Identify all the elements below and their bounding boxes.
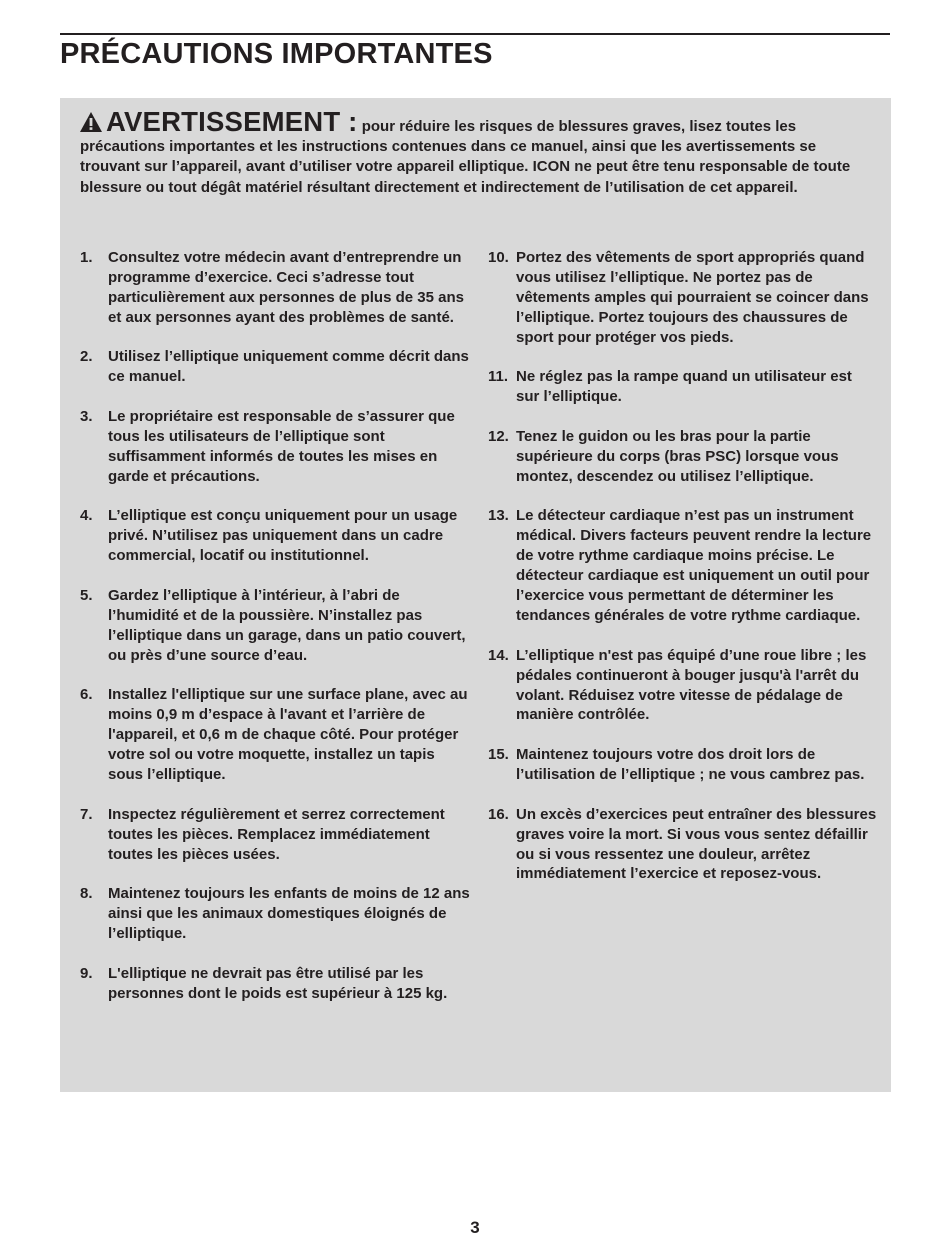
warning-text: pour réduire les risques de blessures graves, lisez toutes les précautions importantes et les instructions contenues dans ce manuel, ainsi que les avertissements se trouvant sur l’appareil, avant d’utiliser votre appareil elliptique. ICON ne peut être tenu responsable de toute blessure ou tout dégât matériel résultant directement et indirectement de l’utilisation de cet appareil. bbox=[80, 118, 851, 196]
list-item bbox=[80, 685, 470, 785]
page-number: 3 bbox=[470, 1218, 480, 1237]
list-item bbox=[80, 805, 470, 865]
item-text: Installez l'elliptique sur une surface plane, avec au moins 0,9 m d’espace à l'avant et l’arrière de l'appareil, et 0,6 m de chaque côté. Pour protéger votre sol ou votre moquette, installez un tapis sous l’elliptique. bbox=[108, 686, 468, 784]
item-number: 10. bbox=[488, 249, 509, 266]
item-text: Consultez votre médecin avant d’entreprendre un programme d’exercice. Ceci s’adresse tout particulièrement aux personnes de plus de 35 ans et aux personnes ayant des problèmes de santé. bbox=[108, 249, 464, 326]
item-text: Gardez l’elliptique à l’intérieur, à l’abri de l’humidité et de la poussière. N’installez pas l’elliptique dans un garage, dans un patio couvert, ou près d’une source d’eau. bbox=[108, 586, 466, 664]
item-text: Maintenez toujours votre dos droit lors de l’utilisation de l’elliptique ; ne vous cambrez pas. bbox=[516, 746, 865, 784]
item-text: L'elliptique ne devrait pas être utilisé par les personnes dont le poids est supérieur à 125 kg. bbox=[108, 964, 448, 1002]
item-number: 11. bbox=[488, 368, 509, 386]
item-text: Maintenez toujours les enfants de moins de 12 ans ainsi que les animaux domestiques éloignés de l’elliptique. bbox=[108, 885, 470, 943]
warning-box bbox=[60, 98, 891, 1092]
item-text: Utilisez l’elliptique uniquement comme décrit dans ce manuel. bbox=[108, 348, 469, 386]
list-item bbox=[80, 884, 470, 944]
item-number: 4. bbox=[80, 507, 93, 525]
list-item bbox=[488, 427, 878, 487]
list-item bbox=[80, 407, 470, 487]
list-item bbox=[80, 347, 470, 387]
item-number: 8. bbox=[80, 885, 93, 903]
item-text: Ne réglez pas la rampe quand un utilisateur est sur l’elliptique. bbox=[516, 368, 852, 406]
warning-triangle-icon bbox=[80, 112, 102, 132]
item-text: Inspectez régulièrement et serrez correctement toutes les pièces. Remplacez immédiatement toutes les pièces usées. bbox=[108, 805, 445, 863]
item-text: Le propriétaire est responsable de s’assurer que tous les utilisateurs de l’elliptique sont suffisamment informés de toutes les mises en garde et précautions. bbox=[108, 408, 455, 485]
list-item bbox=[80, 586, 470, 666]
list-item bbox=[488, 248, 878, 348]
item-number: 7. bbox=[80, 805, 93, 823]
item-number: 12. bbox=[488, 427, 509, 445]
item-number: 13. bbox=[488, 507, 509, 525]
item-text: L’elliptique est conçu uniquement pour un usage privé. N’utilisez pas uniquement dans un cadre commercial, locatif ou institutionnel. bbox=[108, 507, 458, 565]
item-number: 6. bbox=[80, 686, 93, 704]
list-item bbox=[488, 506, 878, 625]
item-number: 5. bbox=[80, 586, 93, 604]
item-text: Un excès d’exercices peut entraîner des blessures graves voire la mort. Si vous vous sentez défaillir ou si vous ressentez une douleur, arrêtez immédiatement l’exercice et reposez-vous. bbox=[516, 805, 877, 883]
list-item bbox=[488, 646, 878, 726]
item-number: 15. bbox=[488, 746, 509, 764]
item-text: Tenez le guidon ou les bras pour la partie supérieure du corps (bras PSC) lorsque vous montez, descendez ou utilisez l’elliptique. bbox=[516, 427, 839, 485]
warning-heading: AVERTISSEMENT : bbox=[106, 106, 358, 137]
precautions-column-left bbox=[80, 248, 470, 1023]
warning-statement bbox=[80, 106, 871, 198]
list-item bbox=[80, 964, 470, 1004]
page-title: PRÉCAUTIONS IMPORTANTES bbox=[60, 38, 493, 70]
list-item bbox=[80, 506, 470, 566]
item-number: 16. bbox=[488, 805, 509, 823]
list-item bbox=[488, 805, 878, 885]
item-number: 2. bbox=[80, 348, 93, 366]
item-number: 1. bbox=[80, 249, 93, 266]
item-text: L’elliptique n'est pas équipé d’une roue libre ; les pédales continueront à bouger jusqu'à l'arrêt du volant. Réduisez votre vitesse de pédalage de manière contrôlée. bbox=[516, 646, 867, 724]
list-item bbox=[488, 367, 878, 407]
precautions-column-right bbox=[488, 248, 878, 904]
item-text: Portez des vêtements de sport appropriés quand vous utilisez l’elliptique. Ne portez pas de vêtements amples qui pourraient se coincer dans l’elliptique. Portez toujours des chaussures de sport pour protéger vos pieds. bbox=[516, 249, 869, 346]
list-item bbox=[80, 248, 470, 328]
item-number: 9. bbox=[80, 964, 93, 982]
header-rule bbox=[60, 33, 890, 35]
item-number: 3. bbox=[80, 408, 93, 426]
item-number: 14. bbox=[488, 646, 509, 664]
item-text: Le détecteur cardiaque n’est pas un instrument médical. Divers facteurs peuvent rendre la lecture de votre rythme cardiaque moins précise. Le détecteur cardiaque est uniquement un outil pour l’exercice vous permettant de déterminer les tendances générales de votre rythme cardiaque. bbox=[516, 507, 872, 624]
list-item bbox=[488, 745, 878, 785]
